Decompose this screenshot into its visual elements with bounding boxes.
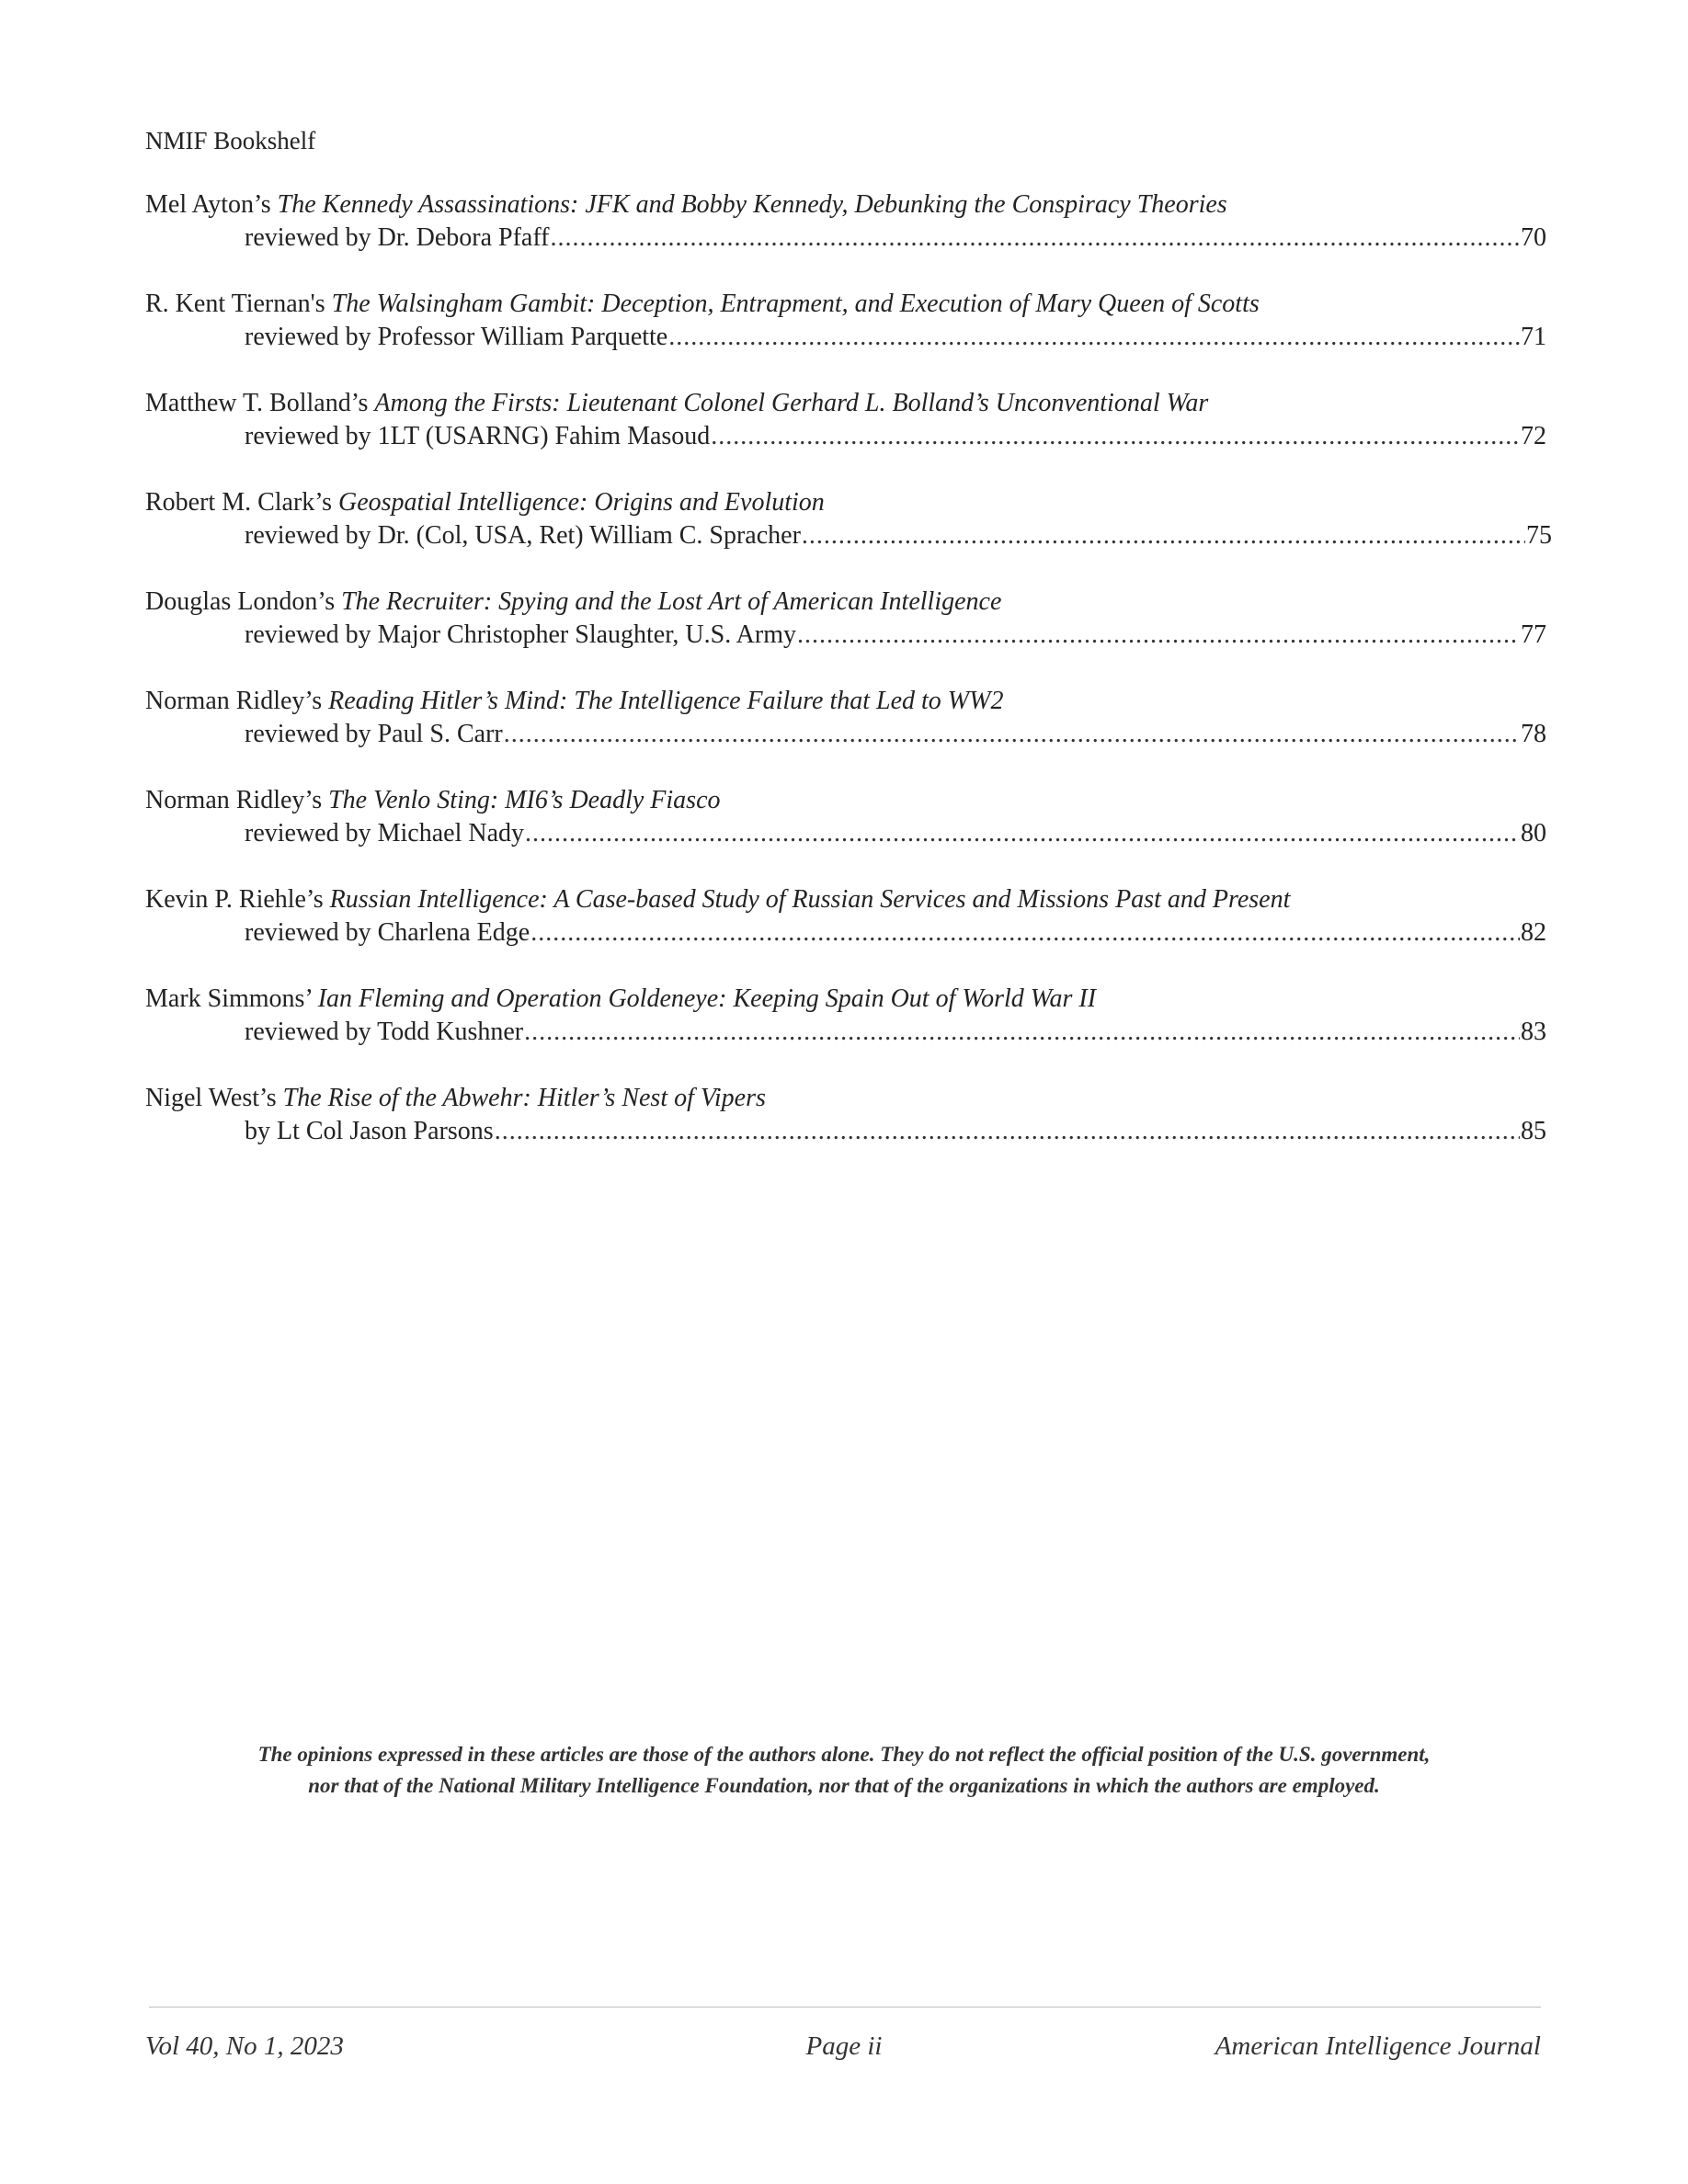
page-number: 83 xyxy=(1521,1018,1546,1046)
book-title: The Recruiter: Spying and the Lost Art of American Intelligence xyxy=(341,587,1002,616)
footer-page-number: Page ii xyxy=(805,2031,883,2061)
reviewer-line xyxy=(245,817,1546,850)
dot-leader xyxy=(524,1016,1520,1049)
page-number: 78 xyxy=(1521,720,1546,748)
reviewer-name: by Lt Col Jason Parsons xyxy=(245,1117,494,1145)
book-author: Douglas London’s xyxy=(145,587,336,616)
reviewer-name: reviewed by Dr. (Col, USA, Ret) William C. Spracher xyxy=(245,521,801,550)
dot-leader xyxy=(504,718,1520,751)
reviewer-name: reviewed by Michael Nady xyxy=(245,819,524,847)
toc-entry xyxy=(145,188,1546,288)
toc-entry xyxy=(145,685,1546,784)
dot-leader xyxy=(495,1115,1520,1148)
reviewer-line xyxy=(245,1115,1546,1148)
dot-leader xyxy=(530,916,1520,950)
book-author: Norman Ridley’s xyxy=(145,786,323,814)
reviewer-line xyxy=(245,420,1546,453)
page-number: 70 xyxy=(1521,223,1546,252)
toc-entry xyxy=(145,387,1546,486)
footer-journal-name: American Intelligence Journal xyxy=(1215,2031,1541,2061)
entry-title-line xyxy=(145,586,1543,619)
book-author: R. Kent Tiernan's xyxy=(145,290,325,318)
book-title: Russian Intelligence: A Case-based Study of Russian Services and Missions Past and Present xyxy=(329,885,1291,914)
reviewer-name: reviewed by Paul S. Carr xyxy=(245,720,503,748)
dot-leader xyxy=(797,619,1520,652)
entry-title-line xyxy=(145,784,1543,817)
page-number: 71 xyxy=(1521,323,1546,351)
entry-title-line xyxy=(145,387,1543,420)
reviewer-line xyxy=(245,1016,1546,1049)
book-author: Kevin P. Riehle’s xyxy=(145,885,324,914)
toc-entry xyxy=(145,784,1546,883)
reviewer-line xyxy=(245,619,1546,652)
toc-entry xyxy=(145,983,1546,1082)
reviewer-name: reviewed by 1LT (USARNG) Fahim Masoud xyxy=(245,422,711,450)
footer-volume: Vol 40, No 1, 2023 xyxy=(145,2031,344,2061)
reviewer-name: reviewed by Dr. Debora Pfaff xyxy=(245,223,550,252)
page-number: 75 xyxy=(1526,521,1552,550)
book-title: Reading Hitler’s Mind: The Intelligence Failure that Led to WW2 xyxy=(328,687,1004,715)
page-number: 80 xyxy=(1521,819,1546,847)
dot-leader xyxy=(525,817,1520,850)
book-title: Among the Firsts: Lieutenant Colonel Gerhard L. Bolland’s Unconventional War xyxy=(374,389,1209,417)
dot-leader xyxy=(711,420,1520,453)
entry-title-line xyxy=(145,188,1543,222)
table-of-contents xyxy=(145,188,1552,1181)
page-number: 85 xyxy=(1521,1117,1546,1145)
book-title: The Venlo Sting: MI6’s Deadly Fiasco xyxy=(328,786,721,814)
book-author: Nigel West’s xyxy=(145,1084,277,1112)
page-number: 82 xyxy=(1521,918,1546,947)
book-title: The Rise of the Abwehr: Hitler’s Nest of Vipers xyxy=(282,1084,766,1112)
book-title: The Walsingham Gambit: Deception, Entrapment, and Execution of Mary Queen of Scotts xyxy=(331,290,1260,318)
book-title: The Kennedy Assassinations: JFK and Bobby Kennedy, Debunking the Conspiracy Theories xyxy=(277,190,1227,219)
entry-title-line xyxy=(145,883,1543,916)
disclaimer-line: nor that of the National Military Intelligence Foundation, nor that of the organizations in which the authors are employed. xyxy=(308,1774,1380,1797)
book-author: Mel Ayton’s xyxy=(145,190,271,219)
entry-title-line xyxy=(145,983,1543,1016)
reviewer-line xyxy=(245,321,1546,354)
page-number: 72 xyxy=(1521,422,1546,450)
toc-entry xyxy=(145,486,1552,586)
entry-title-line xyxy=(145,685,1543,718)
book-author: Robert M. Clark’s xyxy=(145,488,332,517)
reviewer-line xyxy=(245,718,1546,751)
reviewer-name: reviewed by Professor William Parquette xyxy=(245,323,668,351)
book-author: Mark Simmons’ xyxy=(145,984,312,1013)
book-title: Ian Fleming and Operation Goldeneye: Keeping Spain Out of World War II xyxy=(317,984,1097,1013)
page-number: 77 xyxy=(1521,620,1546,649)
entry-title-line xyxy=(145,288,1543,321)
reviewer-line xyxy=(245,222,1546,255)
reviewer-line xyxy=(245,519,1552,552)
reviewer-name: reviewed by Major Christopher Slaughter, U.S. Army xyxy=(245,620,797,649)
book-author: Norman Ridley’s xyxy=(145,687,323,715)
reviewer-line xyxy=(245,916,1546,950)
book-author: Matthew T. Bolland’s xyxy=(145,389,369,417)
reviewer-name: reviewed by Charlena Edge xyxy=(245,918,530,947)
section-title: NMIF Bookshelf xyxy=(145,127,316,154)
entry-title-line xyxy=(145,486,1543,519)
footer-divider xyxy=(149,2007,1541,2008)
toc-entry xyxy=(145,586,1546,685)
disclaimer-line: The opinions expressed in these articles are those of the authors alone. They do not reflect the official position of the U.S. government, xyxy=(257,1743,1431,1766)
toc-entry xyxy=(145,883,1546,983)
toc-entry xyxy=(145,1082,1546,1181)
entry-title-line xyxy=(145,1082,1543,1115)
disclaimer xyxy=(138,1739,1550,1802)
reviewer-name: reviewed by Todd Kushner xyxy=(245,1018,524,1046)
dot-leader xyxy=(550,222,1520,255)
dot-leader xyxy=(802,519,1525,552)
book-title: Geospatial Intelligence: Origins and Evolution xyxy=(338,488,825,517)
toc-entry xyxy=(145,288,1546,387)
dot-leader xyxy=(668,321,1520,354)
